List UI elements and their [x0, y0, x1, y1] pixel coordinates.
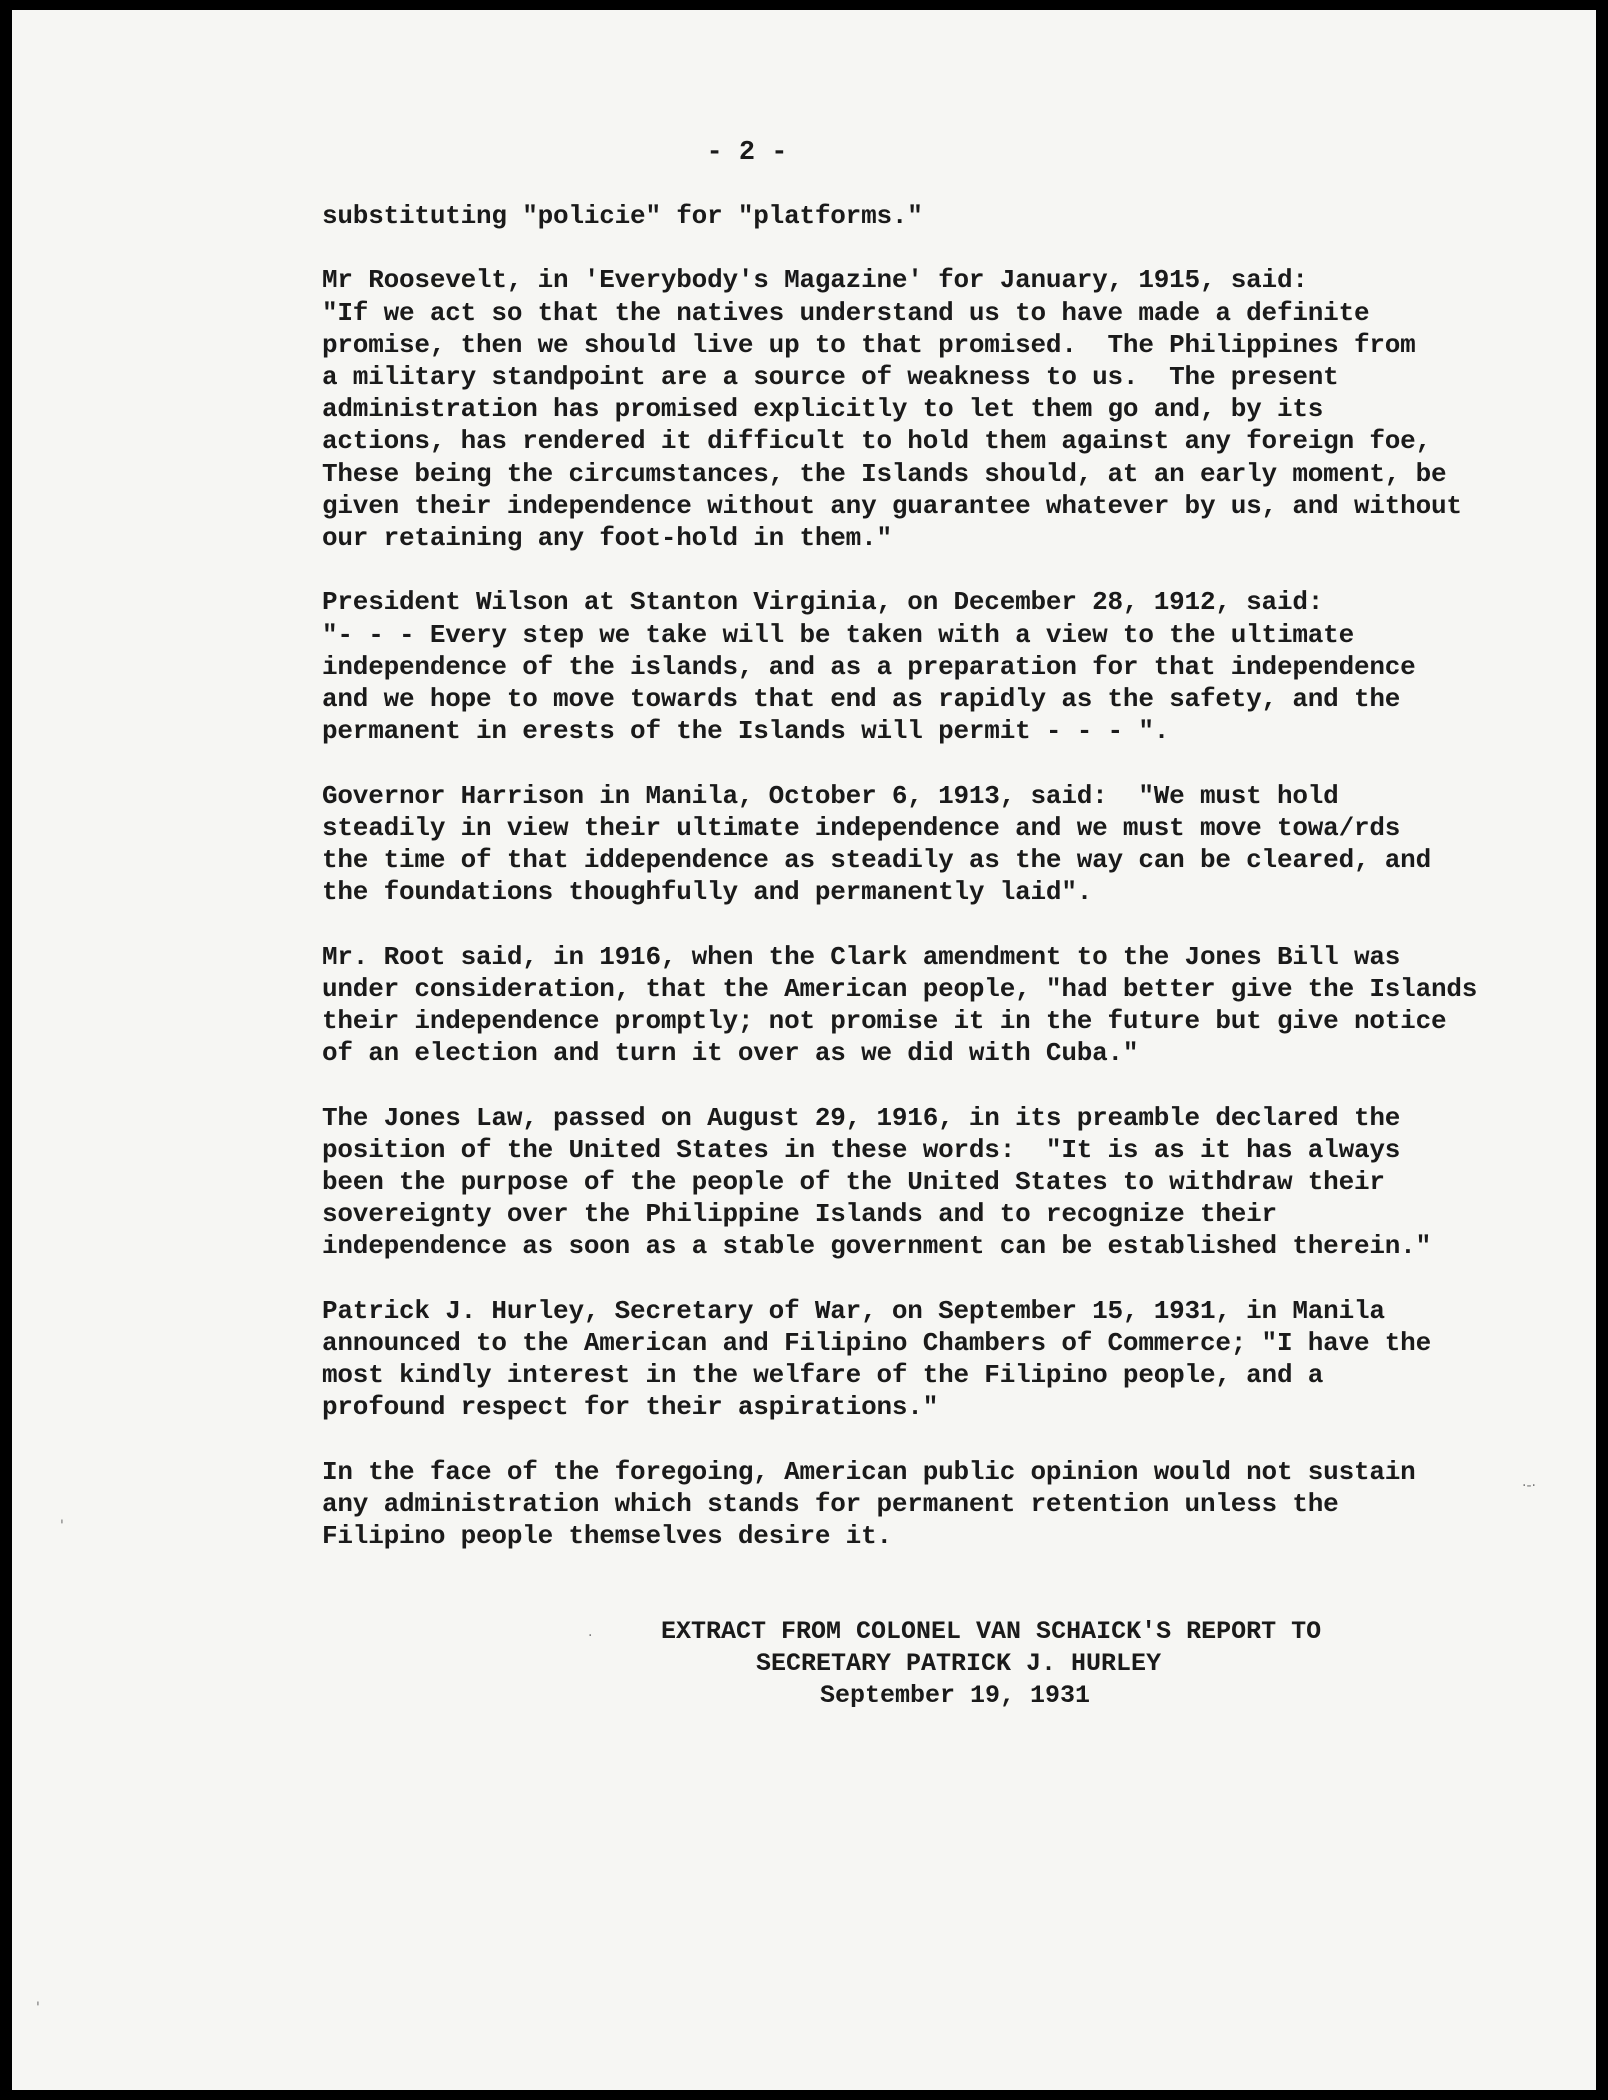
text-line: "- - - Every step we take will be taken with a view to the ultimate — [322, 619, 1354, 650]
text-line: the foundations thoughfully and permanently laid". — [322, 877, 1093, 908]
text-line: independence of the islands, and as a preparation for that independence — [322, 651, 1416, 682]
signature-line: EXTRACT FROM COLONEL VAN SCHAICK'S REPORT TO — [661, 1617, 1322, 1646]
text-line: administration has promised explicitly to let them go and, by its — [322, 394, 1324, 425]
text-line: substituting "policie" for "platforms." — [322, 201, 923, 231]
text-line: Patrick J. Hurley, Secretary of War, on September 15, 1931, in Manila — [322, 1295, 1385, 1326]
text-line: Governor Harrison in Manila, October 6, 1913, said: "We must hold — [322, 780, 1339, 811]
paragraph — [322, 586, 1592, 747]
scan-speck: ·‐· — [1522, 1478, 1536, 1494]
paragraph — [322, 780, 1592, 909]
text-line: The Jones Law, passed on August 29, 1916, in its preamble declared the — [322, 1102, 1401, 1133]
text-line: These being the circumstances, the Islands should, at an early moment, be — [322, 458, 1447, 489]
page-number: - 2 - — [706, 138, 788, 168]
text-line: given their independence without any guarantee whatever by us, and without — [322, 490, 1462, 521]
text-line: Filipino people themselves desire it. — [322, 1521, 892, 1552]
scan-speck: . — [588, 1624, 593, 1640]
paragraph — [322, 941, 1592, 1070]
text-line: most kindly interest in the welfare of the Filipino people, and a — [322, 1360, 1324, 1391]
text-line: "If we act so that the natives understand us to have made a definite — [322, 297, 1370, 328]
text-line: independence as soon as a stable government can be established therein." — [322, 1231, 1431, 1262]
text-line: under consideration, that the American people, "had better give the Islands — [322, 973, 1478, 1004]
text-line: a military standpoint are a source of weakness to us. The present — [322, 362, 1339, 392]
text-line: promise, then we should live up to that promised. The Philippines from — [322, 329, 1416, 360]
text-line: In the face of the foregoing, American public opinion would not sustain — [322, 1456, 1416, 1487]
text-line: Mr Roosevelt, in 'Everybody's Magazine' for January, 1915, said: — [322, 265, 1308, 296]
body-text — [322, 200, 1592, 1585]
text-line: sovereignty over the Philippine Islands and to recognize their — [322, 1199, 1277, 1230]
text-line: the time of that iddependence as steadily as the way can be cleared, and — [322, 845, 1431, 876]
text-line: profound respect for their aspirations." — [322, 1392, 939, 1423]
text-line: actions, has rendered it difficult to hold them against any foreign foe, — [322, 426, 1431, 457]
text-line: of an election and turn it over as we did with Cuba." — [322, 1038, 1139, 1069]
signature-line: SECRETARY PATRICK J. HURLEY — [756, 1649, 1162, 1678]
text-line: permanent in erests of the Islands will permit - - - ". — [322, 716, 1170, 747]
text-line: and we hope to move towards that end as rapidly as the safety, and the — [322, 684, 1401, 715]
text-line: steadily in view their ultimate independence and we must move towa/rds — [322, 812, 1401, 843]
paragraph — [322, 1102, 1592, 1263]
text-line: announced to the American and Filipino Chambers of Commerce; "I have the — [322, 1328, 1431, 1359]
paragraph — [322, 1456, 1592, 1553]
signature-block — [12, 1616, 1596, 1712]
paragraph — [322, 1295, 1592, 1424]
text-line: President Wilson at Stanton Virginia, on December 28, 1912, said: — [322, 587, 1324, 618]
scan-speck: ' — [36, 2000, 40, 2016]
text-line: been the purpose of the people of the United States to withdraw their — [322, 1167, 1385, 1198]
paragraph — [322, 200, 1592, 232]
text-line: our retaining any foot-hold in them." — [322, 523, 892, 554]
signature-line: September 19, 1931 — [820, 1681, 1091, 1710]
text-line: any administration which stands for permanent retention unless the — [322, 1489, 1339, 1520]
paragraph — [322, 264, 1592, 554]
document-page — [12, 10, 1596, 2090]
text-line: Mr. Root said, in 1916, when the Clark amendment to the Jones Bill was — [322, 941, 1401, 972]
scan-speck: ' — [60, 1518, 64, 1534]
text-line: position of the United States in these words: "It is as it has always — [322, 1134, 1401, 1165]
text-line: their independence promptly; not promise it in the future but give notice — [322, 1006, 1447, 1037]
